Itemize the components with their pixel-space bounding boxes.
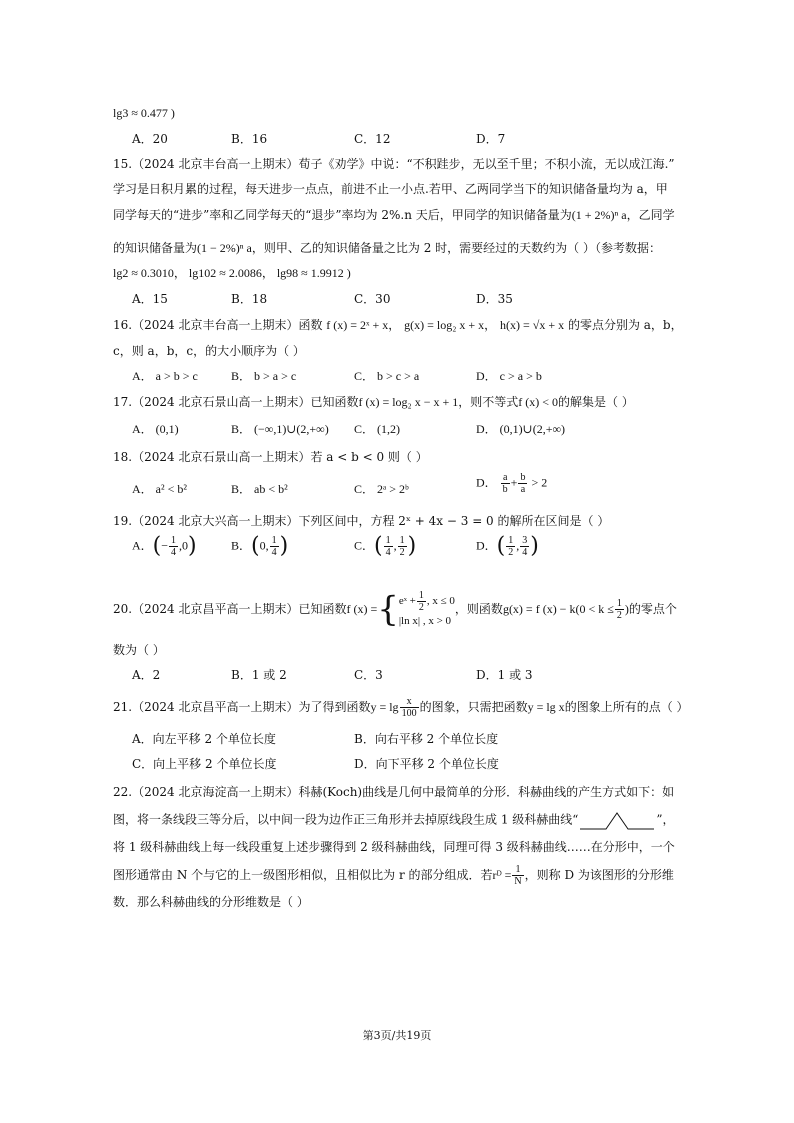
paren-close: ) [279, 533, 289, 559]
q16-option-b[interactable]: B． b > a > c [231, 369, 297, 383]
paren-open: ( [496, 533, 506, 559]
q16-intro: 16.（2024 北京丰台高一上期末）函数 [113, 318, 323, 332]
q22-line4 [113, 864, 674, 887]
frac-one-half [506, 535, 515, 558]
q22-line4-text: 图形通常由 N 个与它的上一级图形相似，且相似比为 r 的部分组成．若 [113, 868, 493, 882]
q17-option-a[interactable]: A． (0,1) [132, 422, 179, 436]
frac-one-half [615, 598, 624, 621]
frac-den: 4 [171, 547, 177, 558]
q15-line4-text: 的知识储备量为 [113, 241, 198, 255]
q20-fx: f (x) = [346, 602, 378, 616]
q15-line3 [113, 206, 675, 224]
frac-num: 1 [171, 535, 177, 546]
paren-open: ( [152, 533, 162, 559]
frac-num: 1 [512, 864, 523, 876]
q15-line4-end: ，则甲、乙的知识储备量之比为 2 时，需要经过的天数约为（ ）（参考数据： [251, 241, 661, 255]
q20-gx-end: ) [624, 602, 629, 616]
q19-option-c-label: C． [354, 538, 375, 553]
q19-option-d-label: D． [476, 538, 497, 553]
q22-rD: rᴰ = [492, 868, 512, 882]
q21-option-c[interactable]: C．向上平移 2 个单位长度 [132, 757, 277, 771]
frac-den: N [514, 876, 522, 887]
comma: , [516, 538, 520, 553]
frac-one-quarter [384, 535, 393, 558]
frac-den: 2 [418, 602, 424, 613]
q14-option-b[interactable]: B．16 [231, 132, 268, 146]
q20-option-b[interactable]: B．1 或 2 [231, 668, 287, 682]
q15-option-b[interactable]: B．18 [231, 292, 268, 306]
frac-one-half [398, 535, 407, 558]
q21-option-b[interactable]: B．向右平移 2 个单位长度 [354, 732, 499, 746]
q16-line2: c，则 a，b，c，的大小顺序为（ ） [113, 344, 305, 358]
frac-den: a [520, 484, 526, 495]
q22-line5: 数．那么科赫曲线的分形维数是（ ） [113, 895, 309, 909]
q20-end: 的零点个 [628, 602, 677, 616]
q14-option-c[interactable]: C．12 [354, 132, 391, 146]
piece1-text: eˣ + [398, 595, 416, 608]
frac-one-quarter [169, 535, 178, 558]
frac-one-quarter [270, 535, 279, 558]
frac-num: a [501, 472, 510, 484]
frac-den: 2 [399, 547, 405, 558]
q22-line4-end: ，则称 D 为该图形的分形维 [524, 868, 674, 882]
frac-den: 4 [271, 547, 277, 558]
q18-option-d[interactable]: D． $\frac{a}{b}$ + $\frac{b}{a}$ > 2 [476, 472, 548, 495]
q18-option-b[interactable]: B． ab < b² [231, 482, 288, 496]
q20-intro: 20.（2024 北京昌平高一上期末）已知函数 [113, 602, 347, 616]
q19-option-b-label: B． [231, 538, 252, 553]
q17-option-c[interactable]: C． (1,2) [354, 422, 400, 436]
frac-den: 2 [508, 547, 514, 558]
q16-h-formula: h(x) = √x + x [499, 318, 565, 332]
q15-line4 [113, 239, 661, 257]
piece1-cond: , x ≤ 0 [426, 595, 455, 608]
frac-three-quarters [520, 535, 529, 558]
paren-close: ) [530, 533, 539, 559]
q18-line1: 18.（2024 北京石景山高一上期末）若 a < b < 0 则（ ） [113, 450, 428, 464]
frac-num: b [520, 472, 526, 483]
zero-comma: 0, [259, 538, 269, 553]
minus-sign: − [161, 538, 169, 553]
q21-line1 [113, 696, 689, 719]
q21-mid: 的图象，只需把函数 [419, 700, 528, 714]
frac-num: 1 [418, 590, 424, 601]
frac-x-over-100 [400, 696, 419, 719]
frac-num: 1 [385, 535, 391, 546]
q21-y1: y = lg [370, 700, 399, 714]
q18-option-d-label: D． [476, 475, 497, 490]
q20-option-a[interactable]: A．2 [132, 668, 161, 682]
q20-option-c[interactable]: C．3 [354, 668, 383, 682]
q15-line3-text: 同学每天的“进步”率和乙同学每天的“退步”率均为 2%.n 天后，甲同学的知识储备量为 [113, 208, 572, 222]
frac-den: b [502, 484, 508, 495]
q20-option-d[interactable]: D．1 或 3 [476, 668, 533, 682]
q22-line3: 将 1 级科赫曲线上每一线段重复上述步骤得到 2 级科赫曲线，同理可得 3 级科赫曲线……在分形中，一个 [113, 840, 675, 854]
q15-option-a[interactable]: A．15 [132, 292, 168, 306]
q21-intro: 21.（2024 北京昌平高一上期末）为了得到函数 [113, 700, 371, 714]
page-footer: 第3页/共19页 [362, 1029, 432, 1042]
frac-num: 1 [399, 535, 405, 546]
q15-option-d[interactable]: D．35 [476, 292, 513, 306]
q19-option-c[interactable] [354, 535, 416, 558]
q20-piecewise [399, 590, 455, 629]
q20-piece-1 [399, 590, 455, 613]
q18-option-a[interactable]: A． a² < b² [132, 482, 187, 496]
q15-line2: 学习是日积月累的过程，每天进步一点点，前进不止一小点.若甲、乙两同学当下的知识储备量均为 a，甲 [113, 182, 668, 196]
q15-reference-data: lg2 ≈ 0.3010， lg102 ≈ 2.0086， lg98 ≈ 1.9912 ) [113, 266, 351, 280]
piecewise-brace: { [377, 589, 399, 630]
comma-zero: ,0 [179, 538, 189, 553]
frac-den: 2 [616, 610, 622, 621]
q19-option-a[interactable] [132, 535, 197, 558]
paren-close: ) [188, 533, 197, 559]
q22-line2-text: 图，将一条线段三等分后，以中间一段为边作正三角形并去掉原线段生成 1 级科赫曲线“ [113, 812, 579, 827]
q20-mid: ，则函数 [454, 602, 503, 616]
koch-curve-icon [578, 809, 656, 831]
q14-option-d[interactable]: D．7 [476, 132, 506, 146]
q14-tail: lg3 ≈ 0.477 ) [113, 106, 175, 120]
q20-line2: 数为（ ） [113, 643, 165, 657]
q17-f-formula: f (x) = log₂ x − x + 1 [358, 395, 459, 409]
q19-line1: 19.（2024 北京大兴高一上期末）下列区间中，方程 2ˣ + 4x − 3 = 0 的解所在区间是（ ） [113, 514, 610, 528]
frac-num: 3 [522, 535, 528, 546]
frac-one-half [417, 590, 426, 613]
q20-line1 [113, 589, 677, 630]
q15-yi-formula: (1 − 2%)ⁿ a [197, 241, 252, 255]
q17-line1 [113, 393, 634, 411]
q17-option-d[interactable]: D． (0,1)∪(2,+∞) [476, 422, 566, 436]
q17-intro: 17.（2024 北京石景山高一上期末）已知函数 [113, 395, 359, 409]
q20-gx: g(x) = f (x) − k(0 < k ≤ [502, 602, 614, 616]
q19-option-b[interactable] [231, 535, 288, 558]
q16-option-c[interactable]: C． b > c > a [354, 369, 420, 383]
q16-option-d[interactable]: D． c > a > b [476, 369, 542, 383]
q20-piece-2: |ln x| , x > 0 [398, 615, 452, 627]
frac-den: 4 [522, 547, 528, 558]
q18-frac-b-over-a [518, 472, 527, 495]
paren-open: ( [251, 533, 260, 559]
paren-open: ( [374, 533, 383, 559]
q21-option-d[interactable]: D．向下平移 2 个单位长度 [354, 757, 499, 771]
q19-option-a-label: A． [132, 538, 153, 553]
q16-option-a[interactable]: A． a > b > c [132, 369, 198, 383]
q16-f-formula: f (x) = 2ˣ + x [326, 318, 389, 332]
q16-line1: 16.（2024 北京丰台高一上期末）函数 f (x) = 2ˣ + x， g(x) = log₂ x + x， h(x) = √x + x 的零点分别为 a，b， [113, 318, 683, 332]
comma: , [393, 538, 397, 553]
frac-one-over-N [512, 864, 523, 887]
q17-option-b[interactable]: B． (−∞,1)∪(2,+∞) [231, 422, 329, 436]
q17-mid: ，则不等式 [458, 395, 519, 409]
q16-line1-end: 的零点分别为 a，b， [567, 318, 683, 332]
frac-num: 1 [271, 535, 277, 546]
frac-num: x [400, 696, 419, 708]
q21-y2: y = lg x [527, 700, 565, 714]
q22-line2-end: ”， [656, 812, 675, 827]
frac-den: 4 [385, 547, 391, 558]
q15-line1: 15.（2024 北京丰台高一上期末）荀子《劝学》中说：“不积跬步，无以至千里；不积小流，无以成江海.” [113, 157, 675, 171]
frac-num: 1 [508, 535, 514, 546]
q21-option-a[interactable]: A．向左平移 2 个单位长度 [132, 732, 276, 746]
q22-line1: 22.（2024 北京海淀高一上期末）科赫(Koch)曲线是几何中最简单的分形．科赫曲线的产生方式如下：如 [113, 785, 675, 799]
q16-g-formula: g(x) = log₂ x + x [404, 318, 485, 332]
q18-frac-a-over-b [501, 472, 510, 495]
paren-close: ) [407, 533, 417, 559]
q18-option-c[interactable]: C． 2ᵃ > 2ᵇ [354, 482, 409, 496]
q18-option-d-tail: > 2 [531, 475, 548, 490]
q21-end: 的图象上所有的点（ ） [564, 700, 689, 714]
q17-end: 的解集是（ ） [558, 395, 634, 409]
q14-option-a[interactable]: A．20 [132, 132, 168, 146]
frac-den: 100 [401, 708, 417, 719]
q15-line3-end: ，乙同学 [626, 208, 675, 222]
q15-jia-formula: (1 + 2%)ⁿ a [571, 208, 627, 222]
frac-num: 1 [616, 598, 622, 609]
q19-option-d[interactable] [476, 535, 539, 558]
q22-line2 [113, 809, 675, 831]
q15-option-c[interactable]: C．30 [354, 292, 391, 306]
q17-inequality: f (x) < 0 [518, 395, 559, 409]
